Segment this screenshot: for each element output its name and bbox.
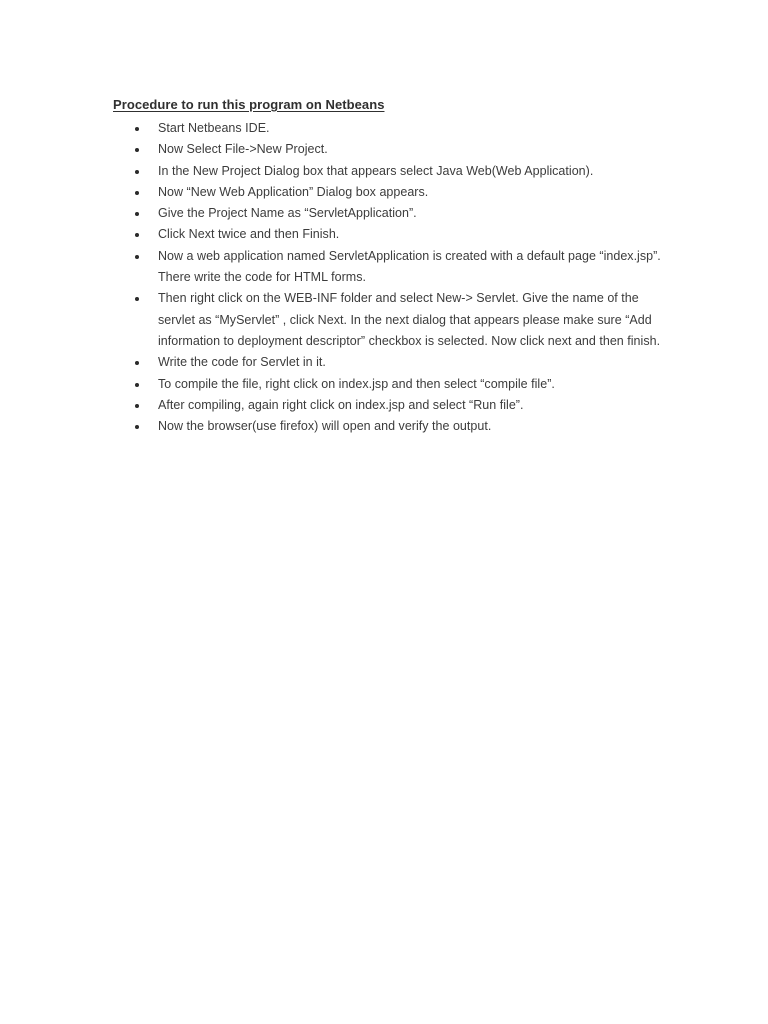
step-item-11: After compiling, again right click on index.jsp and select “Run file”.: [113, 395, 673, 416]
step-item-7: Now a web application named ServletApplication is created with a default page “index.jsp”. There write the code for HTML forms.: [113, 246, 673, 289]
step-item-6: Click Next twice and then Finish.: [113, 224, 673, 245]
step-item-12: Now the browser(use firefox) will open and verify the output.: [113, 416, 673, 437]
step-item-2: Now Select File->New Project.: [113, 139, 673, 160]
step-item-10: To compile the file, right click on index.jsp and then select “compile file”.: [113, 374, 673, 395]
step-item-9: Write the code for Servlet in it.: [113, 352, 673, 373]
step-item-3: In the New Project Dialog box that appears select Java Web(Web Application).: [113, 161, 673, 182]
page-heading: Procedure to run this program on Netbeans: [113, 97, 385, 112]
step-item-5: Give the Project Name as “ServletApplication”.: [113, 203, 673, 224]
step-item-1: Start Netbeans IDE.: [113, 118, 673, 139]
step-item-8: Then right click on the WEB-INF folder and select New-> Servlet. Give the name of the servlet as “MyServlet” , click Next. In the next dialog that appears please make sure “Add information to deployment descriptor” checkbox is selected. Now click next and then finish.: [113, 288, 673, 352]
procedure-steps-list: [113, 118, 673, 437]
step-item-4: Now “New Web Application” Dialog box appears.: [113, 182, 673, 203]
